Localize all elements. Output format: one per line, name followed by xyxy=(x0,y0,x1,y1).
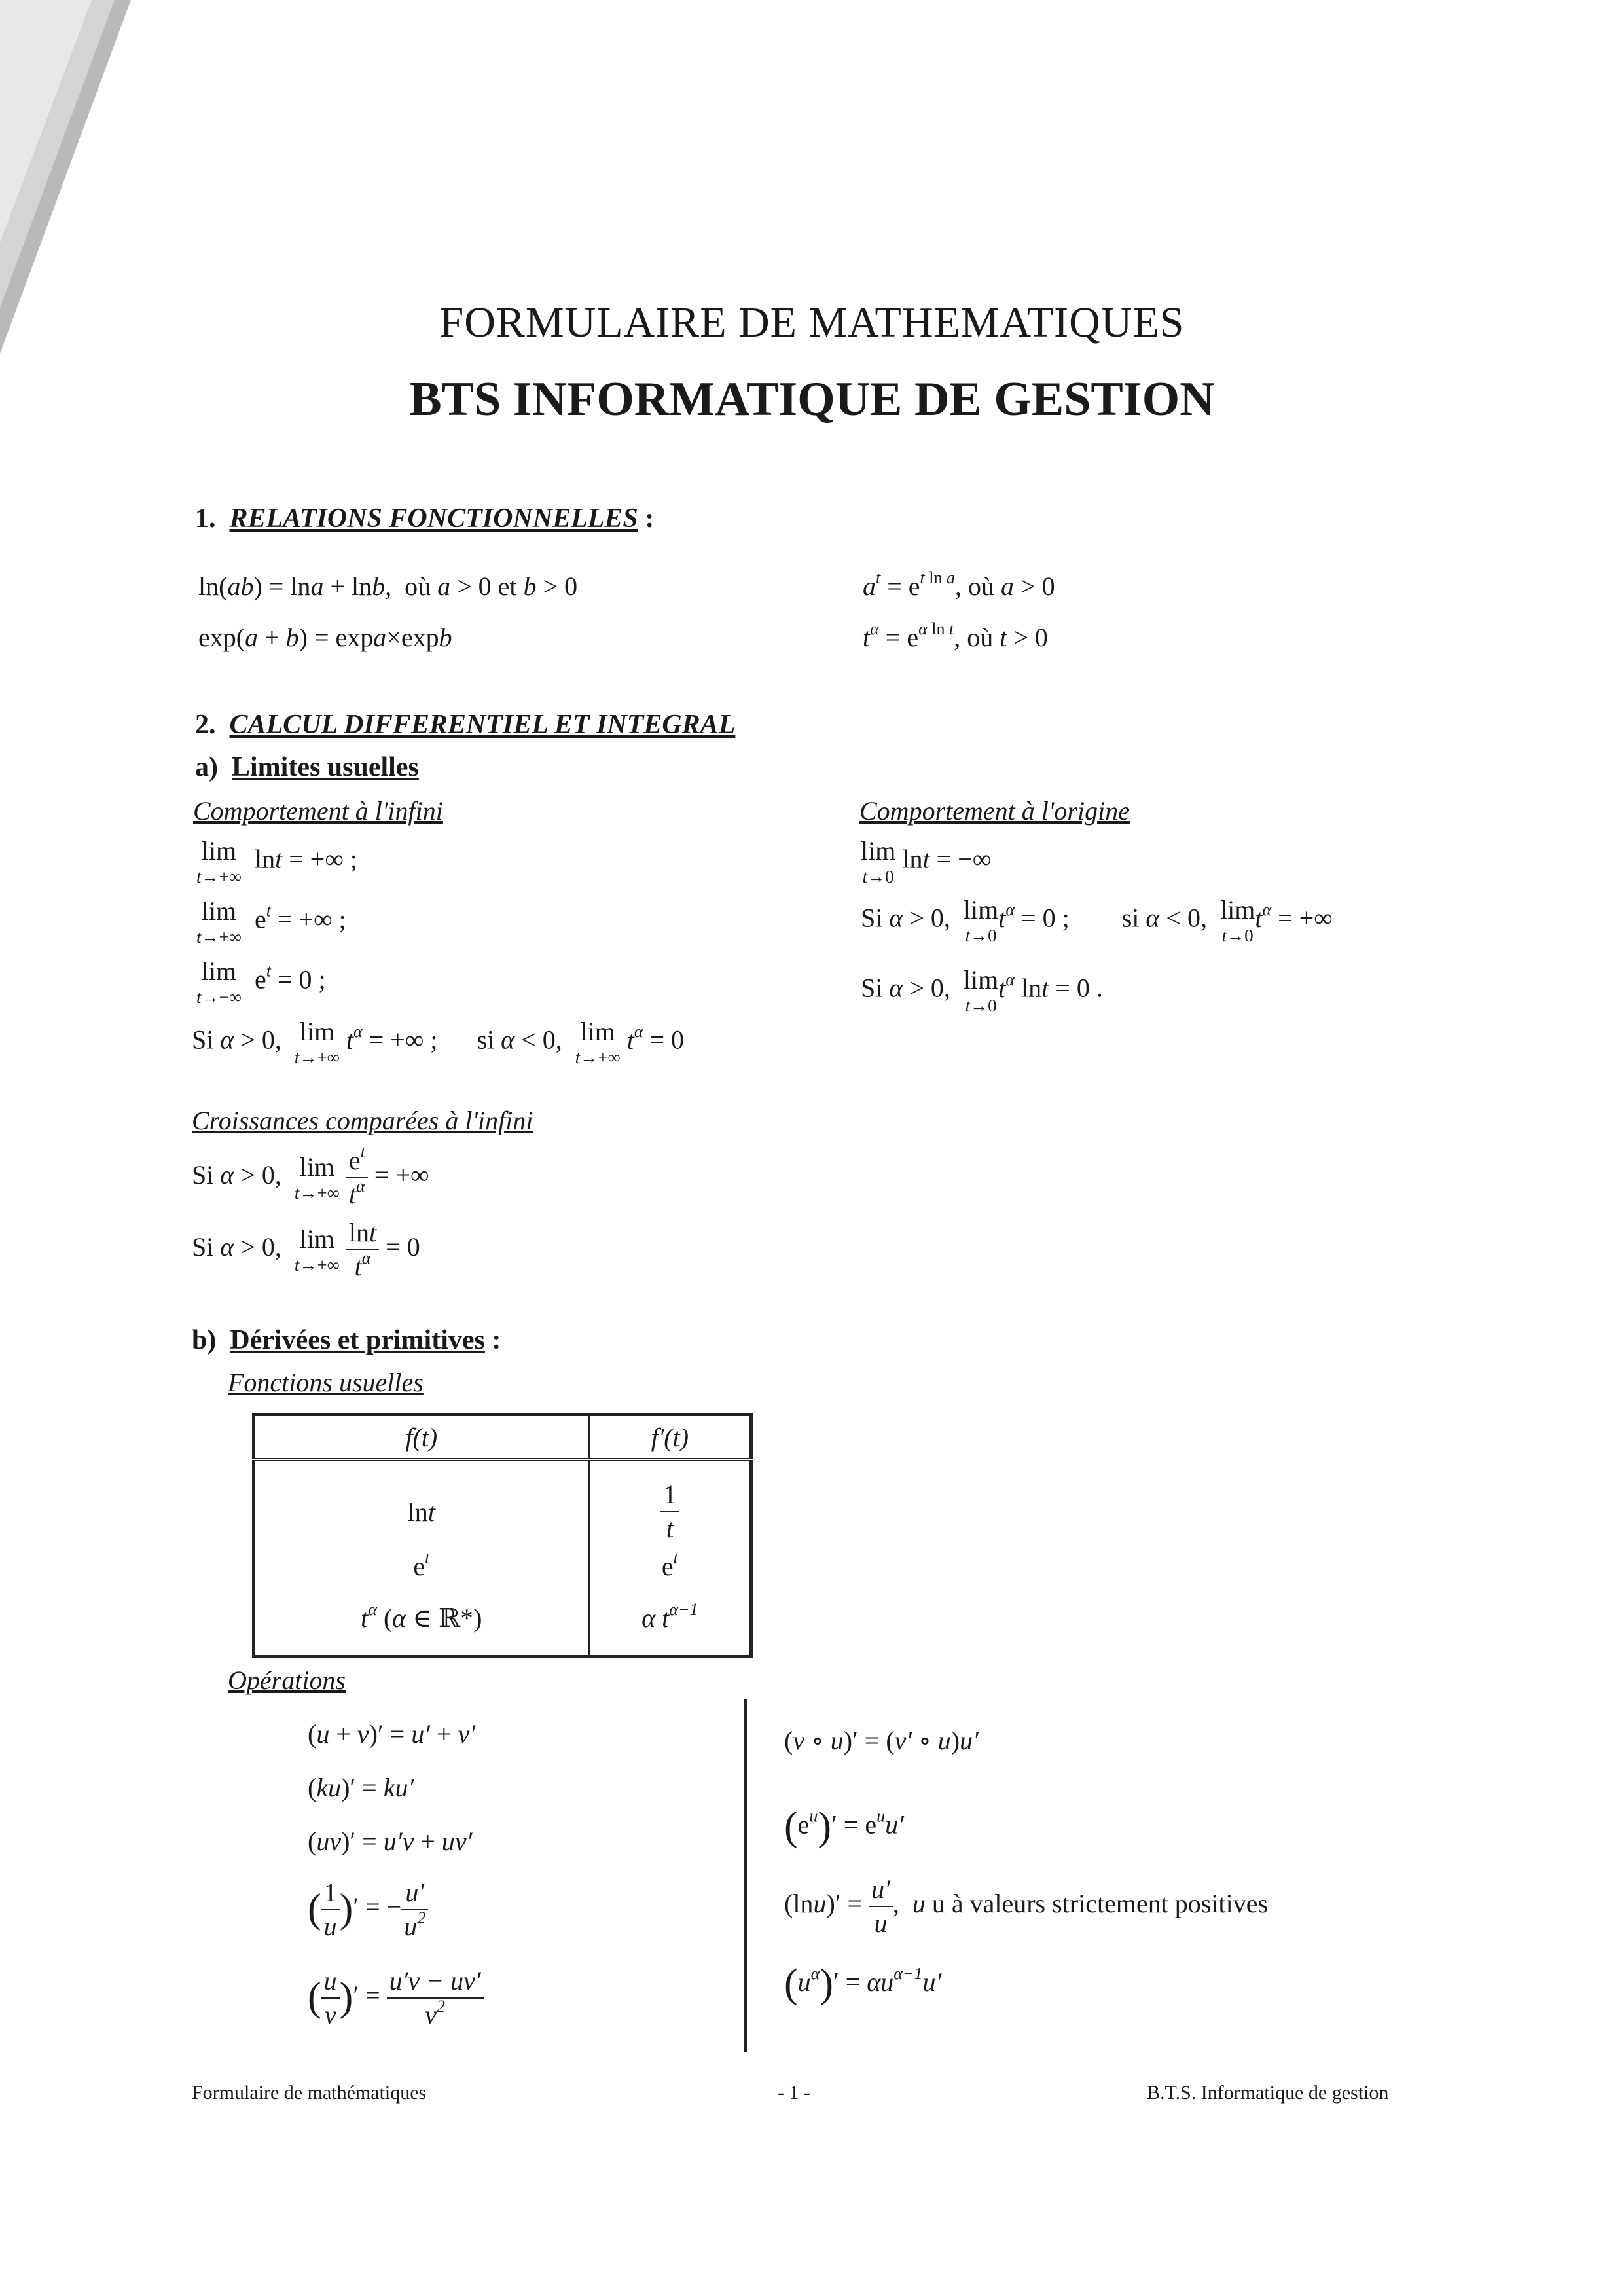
ln-u-condition: u à valeurs strictement positives xyxy=(931,1889,1269,1919)
limit-power-origin: Si α > 0, lim t→0 $t^\alpha = 0$ ; si α < 0, lim t→0 $t^\alpha$ = +∞ xyxy=(861,895,1333,945)
operations-title: Opérations xyxy=(228,1666,346,1695)
usual-functions-title: Fonctions usuelles xyxy=(228,1368,424,1397)
section-1-suffix: : xyxy=(638,503,655,534)
section-1-label: RELATIONS FONCTIONNELLES xyxy=(229,503,638,534)
table-cell-fprime: $\frac{1}{t}$ xyxy=(589,1460,751,1544)
footer-page-number: - 1 - xyxy=(778,2082,810,2104)
subsection-b-heading: b) Dérivées et primitives : xyxy=(192,1325,501,1355)
table-cell-f: $t^\alpha$ (α ∈ ℝ*) xyxy=(254,1589,589,1657)
limit-exp-minus-infinity: lim t→−∞ $e^t = 0$ ; xyxy=(196,957,326,1007)
section-2-number: 2. xyxy=(195,710,216,740)
derivative-power-u: $(u^\alpha)' = \alpha u^{\alpha-1}u'$ xyxy=(784,1961,942,2006)
section-1-number: 1. xyxy=(195,503,216,534)
operations-divider xyxy=(744,1699,747,2052)
table-row xyxy=(254,1460,751,1544)
table-cell-f: $e^t$ xyxy=(254,1543,589,1589)
derivative-product: (uv)′ = u′v + uv′ xyxy=(308,1827,473,1856)
limit-power-ln-origin: Si α > 0, lim t→0 $t^\alpha$ lnt = 0 . xyxy=(861,965,1103,1015)
table-header-row xyxy=(254,1415,751,1460)
page-subtitle: BTS INFORMATIQUE DE GESTION xyxy=(409,373,1215,426)
formula-power-a-t: $a^t = e^{t ln a}$, où a > 0 xyxy=(863,568,1055,601)
formula-exp-sum: exp(a + b) = expa×expb xyxy=(198,623,452,652)
limit-power-infinity: Si α > 0, lim t→+∞ $t^\alpha$ = +∞ ; si α < 0, lim t→+∞ $t^\alpha = 0$ xyxy=(192,1017,685,1067)
table-cell-fprime: α $t^{\alpha-1}$ xyxy=(641,1599,698,1633)
formula-ln-product: ln(ab) = lna + lnb, où a > 0 et b > 0 xyxy=(198,572,578,601)
infini-behaviour-title: Comportement à l'infini xyxy=(193,796,443,826)
footer-left: Formulaire de mathématiques xyxy=(192,2082,427,2104)
origine-behaviour-title: Comportement à l'origine xyxy=(859,796,1130,826)
table-row xyxy=(254,1543,751,1589)
derivative-inverse: ( $\frac{1}{u}$ )′ = − $\frac{u'}{u^2}$ xyxy=(308,1879,428,1941)
table-cell-f: lnt xyxy=(254,1460,589,1544)
limit-ln-origin: lim t→0 lnt = −∞ xyxy=(861,836,992,886)
table-header-f: f(t) xyxy=(254,1415,589,1460)
section-2-heading xyxy=(195,709,735,740)
subsection-b-label: Dérivées et primitives xyxy=(230,1325,485,1355)
derivative-scalar: (ku)′ = ku′ xyxy=(308,1773,414,1802)
table-cell-fprime: $e^t$ xyxy=(661,1548,678,1581)
table-header-fprime: f'(t) xyxy=(589,1415,751,1460)
subsection-a-label: Limites usuelles xyxy=(232,752,419,782)
footer-right: B.T.S. Informatique de gestion xyxy=(1147,2082,1389,2104)
derivative-composition: (v ∘ u)′ = (v′ ∘ u)u′ xyxy=(784,1726,979,1755)
derivative-exp-u: $(e^u)' = e^uu'$ xyxy=(784,1804,904,1849)
derivatives-table xyxy=(252,1413,753,1658)
compared-growth-exp: Si α > 0, lim t→+∞ $\frac{e^t}{t^\alpha}$ = +∞ xyxy=(192,1142,429,1209)
table-row xyxy=(254,1589,751,1657)
derivative-sum: (u + v)′ = u′ + v′ xyxy=(308,1719,476,1749)
section-2-label: CALCUL DIFFERENTIEL ET INTEGRAL xyxy=(229,710,736,740)
page-title: FORMULAIRE DE MATHEMATIQUES xyxy=(439,299,1185,346)
subsection-a-heading: a) Limites usuelles xyxy=(195,752,419,782)
limit-exp-plus-infinity: lim t→+∞ $e^t$ = +∞ ; xyxy=(196,896,346,947)
compared-growth-title: Croissances comparées à l'infini xyxy=(192,1106,533,1135)
derivative-ln-u: (lnu)′ = $\frac{u'}{u}$ , u u à valeurs strictement positives xyxy=(784,1874,1269,1938)
limit-ln-infinity: lim t→+∞ lnt = +∞ ; xyxy=(196,836,357,886)
derivative-quotient: ( $\frac{u}{v}$ )′ = $\frac{u'v - uv'}{v^2}$ xyxy=(308,1967,484,2029)
formula-power-t-alpha: $t^\alpha = e^{\alpha ln t}$, où t > 0 xyxy=(863,619,1048,652)
compared-growth-ln: Si α > 0, lim t→+∞ $\frac{\ln t}{t^\alpha}$ = 0 xyxy=(192,1218,420,1281)
section-1-heading xyxy=(195,503,654,534)
